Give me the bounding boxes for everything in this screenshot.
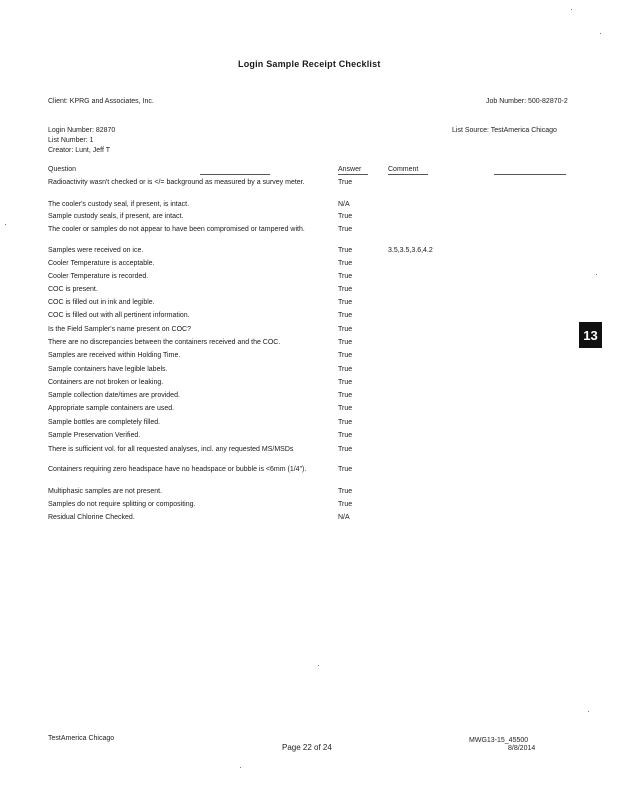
row-answer: True <box>338 405 353 412</box>
row-answer: True <box>338 466 353 473</box>
row-answer: True <box>338 392 353 399</box>
row-answer: True <box>338 432 353 439</box>
row-answer: True <box>338 352 353 359</box>
row-question: Appropriate sample containers are used. <box>48 405 175 412</box>
header-rule-comment <box>388 174 428 175</box>
row-answer: True <box>338 299 353 306</box>
row-answer: True <box>338 501 353 508</box>
list-number: List Number: 1 <box>48 137 94 144</box>
row-answer: True <box>338 488 353 495</box>
scan-speck <box>240 767 241 768</box>
page-title: Login Sample Receipt Checklist <box>238 59 381 69</box>
row-comment: 3.5,3.5,3.6,4.2 <box>388 247 433 254</box>
row-answer: True <box>338 326 353 333</box>
row-question: The cooler's custody seal, if present, is intact. <box>48 201 190 208</box>
row-question: Radioactivity wasn't checked or is </= background as measured by a survey meter. <box>48 179 305 186</box>
row-answer: True <box>338 286 353 293</box>
row-question: Samples are received within Holding Time. <box>48 352 181 359</box>
row-question: Is the Field Sampler's name present on COC? <box>48 326 191 333</box>
row-question: There are no discrepancies between the containers received and the COC. <box>48 339 281 346</box>
login-number: Login Number: 82870 <box>48 127 116 134</box>
row-answer: True <box>338 213 353 220</box>
scan-speck <box>5 224 6 225</box>
header-rule-right <box>494 174 566 175</box>
row-answer: True <box>338 260 353 267</box>
row-answer: True <box>338 179 353 186</box>
row-question: Samples were received on ice. <box>48 247 144 254</box>
row-answer: N/A <box>338 201 350 208</box>
row-question: Sample Preservation Verified. <box>48 432 141 439</box>
row-answer: True <box>338 379 353 386</box>
scan-speck <box>600 33 601 34</box>
scan-speck <box>318 665 319 666</box>
row-question: Containers are not broken or leaking. <box>48 379 164 386</box>
row-answer: True <box>338 366 353 373</box>
row-question: Cooler Temperature is acceptable. <box>48 260 155 267</box>
scan-speck <box>596 274 597 275</box>
row-answer: True <box>338 273 353 280</box>
row-question: COC is filled out in ink and legible. <box>48 299 155 306</box>
footer-lab: TestAmerica Chicago <box>48 735 115 742</box>
column-header-answer: Answer <box>338 166 362 173</box>
column-header-comment: Comment <box>388 166 419 173</box>
row-answer: True <box>338 446 353 453</box>
list-source: List Source: TestAmerica Chicago <box>452 127 557 134</box>
row-question: Residual Chlorine Checked. <box>48 514 135 521</box>
scan-speck <box>571 9 572 10</box>
row-answer: True <box>338 339 353 346</box>
footer-doc-id: MWG13-15_45500 <box>469 737 529 744</box>
header-rule-answer <box>338 174 368 175</box>
row-question: Sample bottles are completely filled. <box>48 419 161 426</box>
row-answer: True <box>338 247 353 254</box>
section-tab-badge: 13 <box>579 322 602 348</box>
row-question: Sample collection date/times are provided. <box>48 392 180 399</box>
header-rule-question <box>200 174 270 175</box>
row-question: Sample containers have legible labels. <box>48 366 168 373</box>
scan-speck <box>588 711 589 712</box>
row-question: Multiphasic samples are not present. <box>48 488 162 495</box>
row-question: Containers requiring zero headspace have no headspace or bubble is <6mm (1/4"). <box>48 466 307 473</box>
creator: Creator: Lunt, Jeff T <box>48 147 110 154</box>
row-question: Samples do not require splitting or compositing. <box>48 501 196 508</box>
row-answer: True <box>338 419 353 426</box>
footer-date: 8/8/2014 <box>508 745 536 752</box>
footer-page-number: Page 22 of 24 <box>282 743 332 752</box>
row-answer: N/A <box>338 514 350 521</box>
row-answer: True <box>338 312 353 319</box>
row-question: Cooler Temperature is recorded. <box>48 273 149 280</box>
column-header-question: Question <box>48 166 77 173</box>
row-question: Sample custody seals, if present, are intact. <box>48 213 184 220</box>
row-answer: True <box>338 226 353 233</box>
row-question: The cooler or samples do not appear to have been compromised or tampered with. <box>48 226 305 233</box>
row-question: There is sufficient vol. for all requested analyses, incl. any requested MS/MSDs <box>48 446 294 453</box>
job-number: Job Number: 500-82870-2 <box>486 98 568 105</box>
row-question: COC is filled out with all pertinent information. <box>48 312 190 319</box>
row-question: COC is present. <box>48 286 98 293</box>
client-name: Client: KPRG and Associates, Inc. <box>48 98 154 105</box>
